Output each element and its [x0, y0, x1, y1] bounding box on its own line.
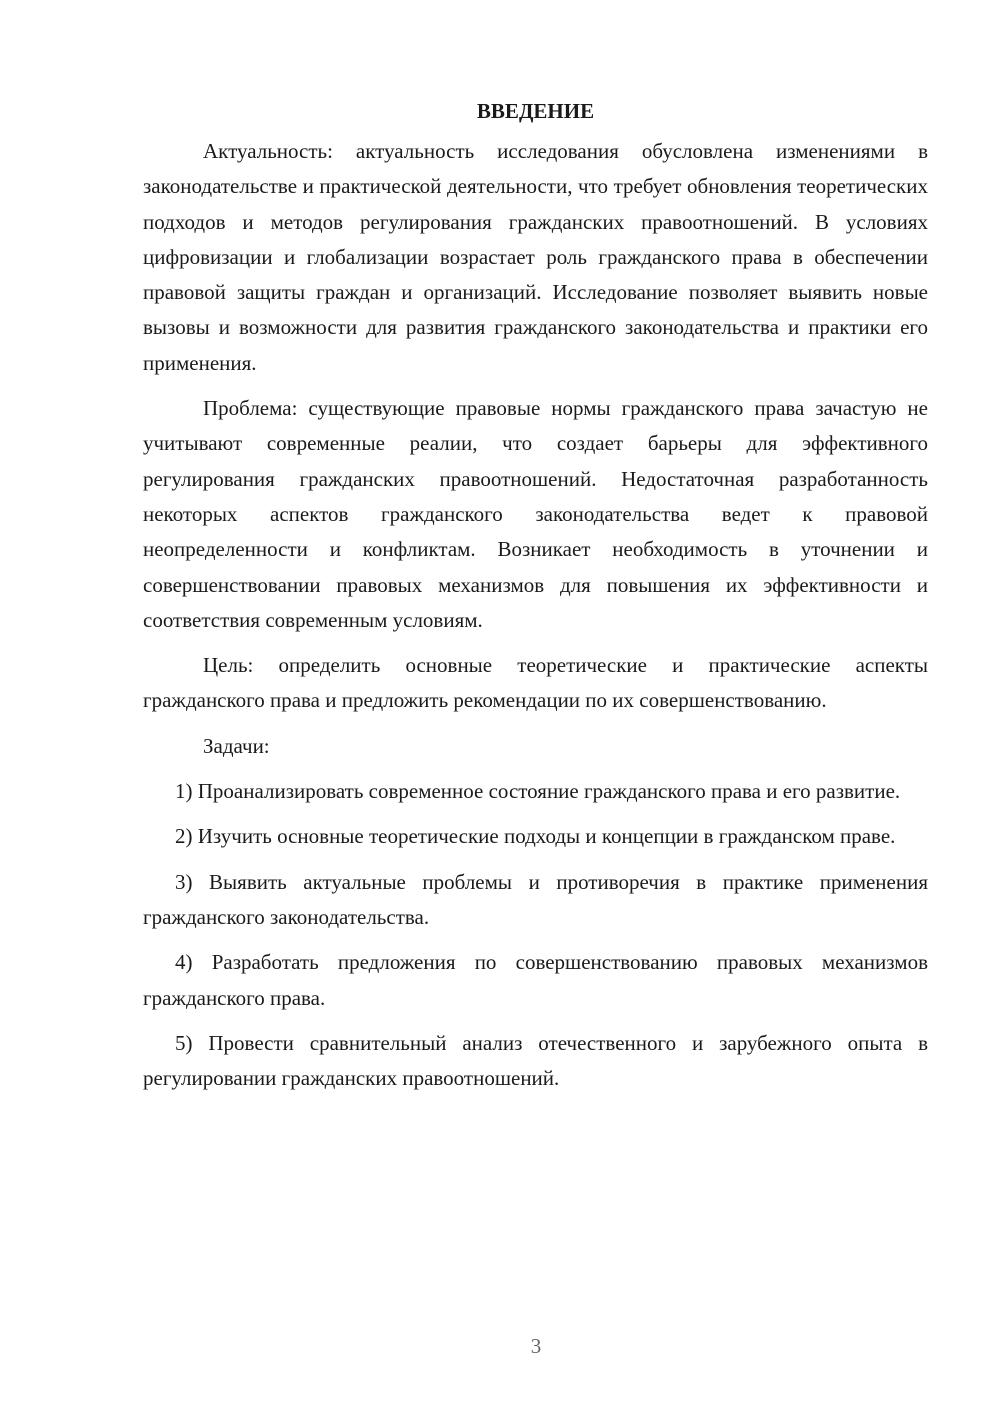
list-item: 4) Разработать предложения по совершенствованию правовых механизмов гражданского права.: [143, 950, 928, 1010]
page-number: 3: [530, 1334, 542, 1358]
page-title: ВВЕДЕНИЕ: [476, 99, 595, 123]
document-page: [143, 94, 928, 1106]
paragraph-relevance: Актуальность: актуальность исследования обусловлена изменениями в законодательстве и практической деятельности, что требует обновления теоретических подходов и методов регулирования гражданских правоотношений. В условиях цифровизации и глобализации возрастает роль гражданского права в обеспечении правовой защиты граждан и организаций. Исследование позволяет выявить новые вызовы и возможности для развития гражданского законодательства и практики его применения.: [143, 139, 928, 375]
paragraph-problem: Проблема: существующие правовые нормы гражданского права зачастую не учитывают современные реалии, что создает барьеры для эффективного регулирования гражданских правоотношений. Недостаточная разработанность некоторых аспектов гражданского законодательства ведет к правовой неопределенности и конфликтам. Возникает необходимость в уточнении и совершенствовании правовых механизмов для повышения их эффективности и соответствия современным условиям.: [143, 396, 928, 632]
list-item: 3) Выявить актуальные проблемы и противоречия в практике применения гражданского законодательства.: [143, 869, 928, 929]
list-item: 5) Провести сравнительный анализ отечественного и зарубежного опыта в регулировании гражданских правоотношений.: [143, 1030, 928, 1091]
paragraph-goal: Цель: определить основные теоретические и практические аспекты гражданского права и предложить рекомендации по их совершенствованию.: [143, 653, 928, 713]
tasks-heading: Задачи:: [203, 733, 270, 758]
list-item: 1) Проанализировать современное состояние гражданского права и его развитие.: [175, 779, 901, 804]
list-item: 2) Изучить основные теоретические подходы и концепции в гражданском праве.: [175, 824, 896, 849]
tasks-list: [143, 774, 928, 1096]
